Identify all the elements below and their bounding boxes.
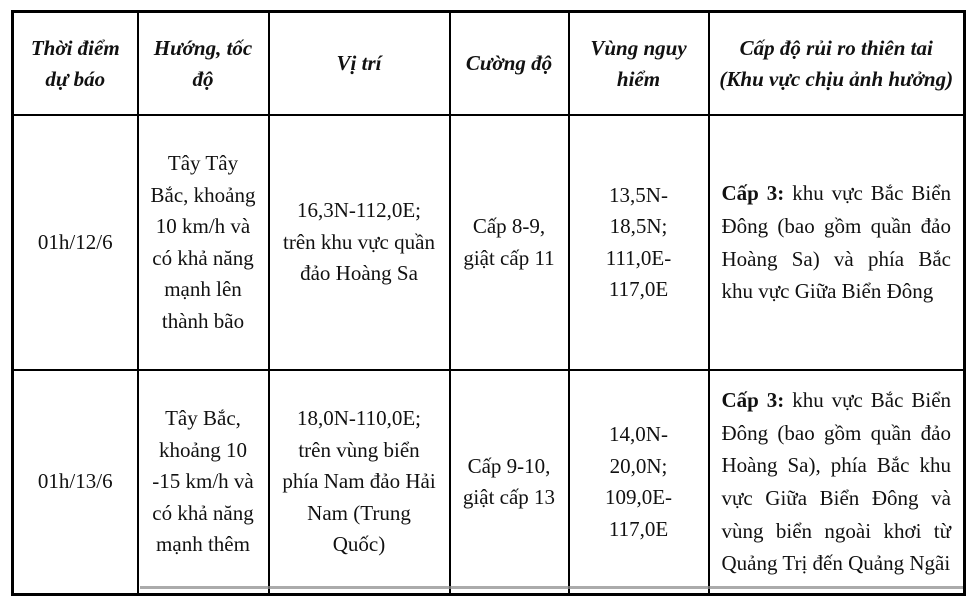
cell-risk-level (709, 115, 965, 370)
cell-position: 18,0N-110,0E; trên vùng biển phía Nam đảo Hải Nam (Trung Quốc) (269, 370, 450, 595)
table-row (13, 370, 965, 595)
col-header-intensity: Cường độ (450, 12, 569, 116)
cell-intensity: Cấp 8-9, giật cấp 11 (450, 115, 569, 370)
header-row (13, 12, 965, 116)
forecast-table (11, 10, 966, 596)
col-header-forecast-time: Thời điểm dự báo (13, 12, 138, 116)
cell-intensity: Cấp 9-10, giật cấp 13 (450, 370, 569, 595)
cell-risk-level (709, 370, 965, 595)
cell-forecast-time: 01h/12/6 (13, 115, 138, 370)
risk-level-label: Cấp 3: (721, 388, 785, 413)
scan-artifact-line (140, 586, 963, 589)
cell-direction-speed: Tây Tây Bắc, khoảng 10 km/h và có khả năng mạnh lên thành bão (138, 115, 269, 370)
col-header-direction-speed: Hướng, tốc độ (138, 12, 269, 116)
col-header-danger-zone: Vùng nguy hiểm (569, 12, 709, 116)
cell-position: 16,3N-112,0E; trên khu vực quần đảo Hoàng Sa (269, 115, 450, 370)
risk-level-text: khu vực Bắc Biển Đông (bao gồm quần đảo Hoàng Sa), phía Bắc khu vực Giữa Biển Đông và vùng biển ngoài khơi từ Quảng Trị đến Quảng Ngãi (721, 388, 952, 576)
cell-direction-speed: Tây Bắc, khoảng 10 -15 km/h và có khả năng mạnh thêm (138, 370, 269, 595)
risk-level-label: Cấp 3: (721, 181, 785, 206)
table-row (13, 115, 965, 370)
cell-forecast-time: 01h/13/6 (13, 370, 138, 595)
col-header-position: Vị trí (269, 12, 450, 116)
risk-level-text: khu vực Bắc Biển Đông (bao gồm quần đảo Hoàng Sa) và phía Bắc khu vực Giữa Biển Đông (721, 181, 952, 304)
col-header-risk-level: Cấp độ rủi ro thiên tai (Khu vực chịu ảnh hưởng) (709, 12, 965, 116)
cell-danger-zone: 14,0N-20,0N; 109,0E-117,0E (569, 370, 709, 595)
cell-danger-zone: 13,5N-18,5N; 111,0E-117,0E (569, 115, 709, 370)
